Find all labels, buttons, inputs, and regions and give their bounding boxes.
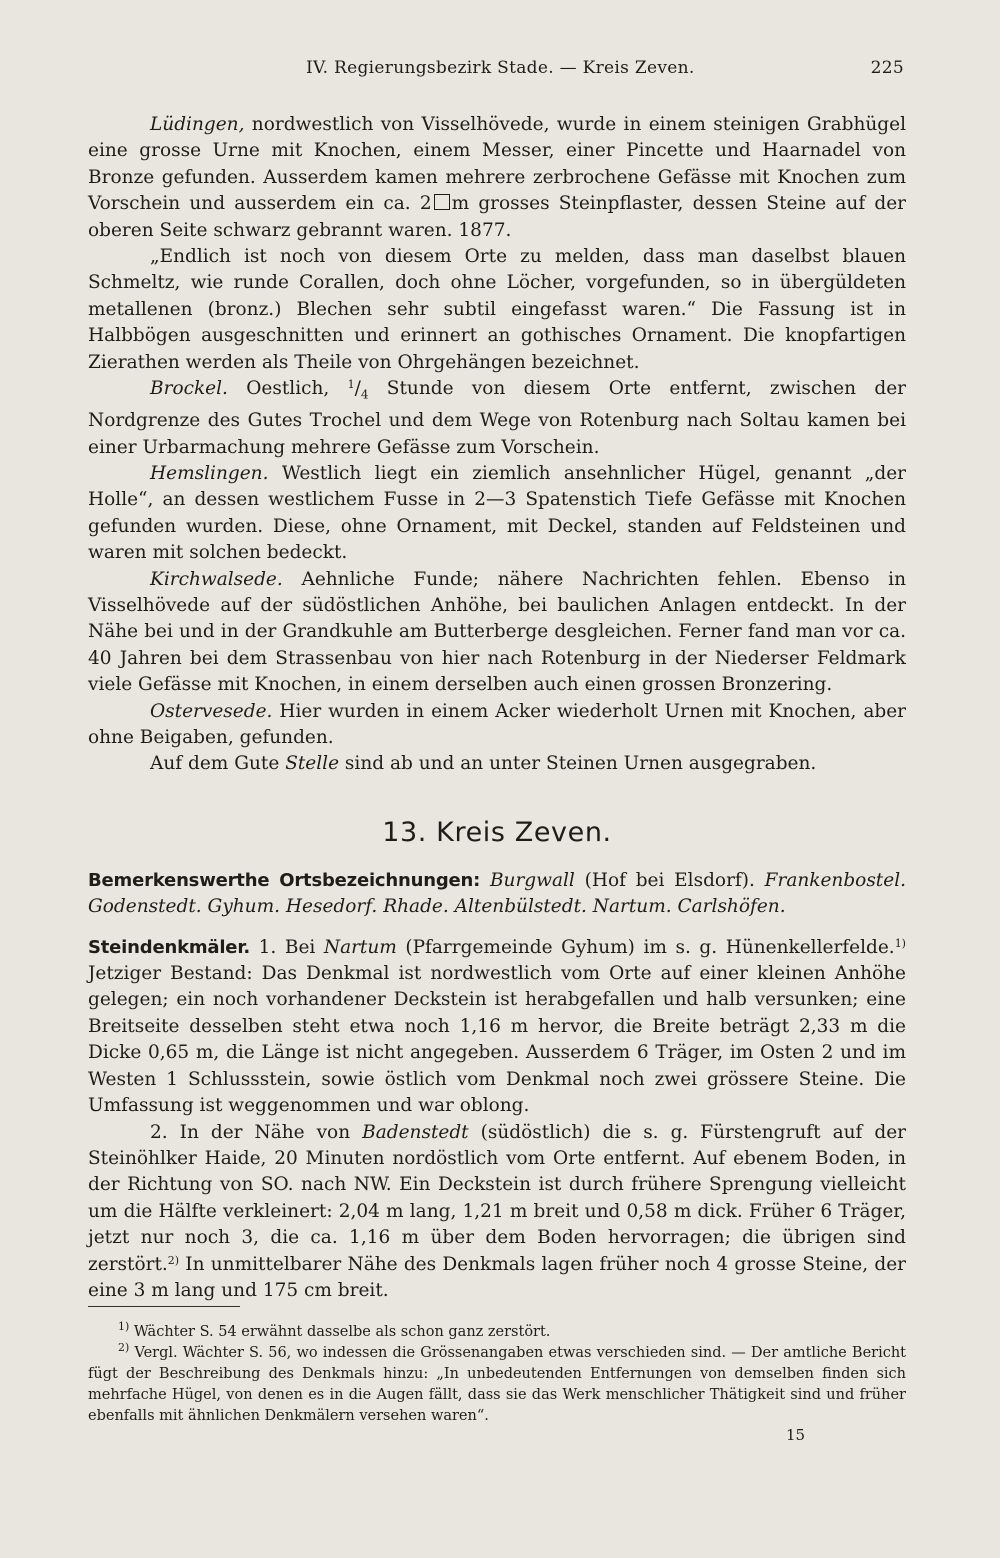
paragraph-ortsbezeichnungen: Bemerkenswerthe Ortsbezeichnungen: Burgwall (Hof bei Elsdorf). Frankenbostel. Godenstedt. Gyhum. Hesedorf. Rhade. Altenbülstedt. Nartum. Carlshöfen.: [88, 869, 906, 918]
fraction-denominator: 4: [360, 387, 369, 402]
place-name: Ostervesede.: [150, 700, 273, 722]
paragraph-kirchwalsede: Kirchwalsede. Aehnliche Funde; nähere Nachrichten fehlen. Ebenso in Visselhövede auf der südöstlichen Anhöhe, bei baulichen Anlagen entdeckt. In der Nähe bei und in der Grandkuhle am Butterberge desgleichen. Ferner fand man vor ca. 40 Jahren bei dem Strassenbau von hier nach Rotenburg in der Niederser Feldmark viele Gefässe mit Knochen, in einem derselben auch einen grossen Bronzering.: [88, 568, 906, 696]
sheet-signature: 15: [786, 1426, 806, 1444]
footnote-rule: [88, 1306, 240, 1307]
footnote-2: $^{2)}$ Vergl. Wächter S. 56, wo indessen die Grössenangaben etwas verschieden sind. — Der amtliche Bericht fügt der Beschreibung des Denkmals hinzu: „In unbedeutenden Entfernungen von demselben finden sich mehrfache Hügel, von denen es in die Augen fällt, dass sie das Werk menschlicher Thätigkeit sind und früher ebenfalls mit ähnlichen Denkmälern versehen waren“.: [88, 1341, 906, 1424]
paragraph-luedingen: Lüdingen, nordwestlich von Visselhövede, wurde in einem steinigen Grabhügel eine grosse Urne mit Knochen, einem Messer, einer Pincette und Haarnadel von Bronze gefunden. Ausserdem kamen mehrere zerbrochene Gefässe mit Knochen zum Vorschein und ausserdem ein ca. 2 m grosses Steinpflaster, dessen Steine auf der oberen Seite schwarz gebrannt waren. 1877.: [88, 114, 906, 241]
place-name: Kirchwalsede.: [150, 568, 283, 590]
paragraph-ostervesede: Ostervesede. Hier wurden in einem Acker wiederholt Urnen mit Knochen, aber ohne Beigaben, gefunden.: [88, 700, 906, 749]
section-heading: 13. Kreis Zeven.: [382, 816, 612, 848]
paragraph-hemslingen: Hemslingen. Westlich liegt ein ziemlich ansehnlicher Hügel, genannt „der Holle“, an dessen westlichem Fusse in 2—3 Spatenstich Tiefe Gefässe mit Knochen gefunden wurden. Diese, ohne Ornament, mit Deckel, standen auf Feldsteinen und waren mit solchen bedeckt.: [88, 462, 906, 564]
footnotes: [88, 1322, 906, 1427]
main-text: [88, 112, 906, 1304]
paragraph-quote: „Endlich ist noch von diesem Orte zu melden, dass man daselbst blauen Schmeltz, wie runde Corallen, doch ohne Löcher, vorgefunden, so in übergüldeten metallenen (bronz.) Blechen sehr subtil eingefasst waren.“ Die Fassung ist in Halbbögen ausgeschnitten und erinnert an gothisches Ornament. Die knopfartigen Zierathen werden als Theile von Ohrgehängen bezeichnet.: [88, 246, 906, 373]
paragraph-lead: Steindenkmäler.: [88, 936, 251, 958]
place-name: Stelle: [285, 753, 340, 775]
footnote-ref: 1): [894, 936, 906, 950]
paragraph-badenstedt: 2. In der Nähe von Badenstedt (südöstlich) die s. g. Fürstengruft auf der Steinöhlker Haide, 20 Minuten nordöstlich vom Orte entfernt. Auf ebenem Boden, in der Richtung von SO. nach NW. Ein Deckstein ist durch frühere Sprengung vielleicht um die Hälfte verkleinert: 2,04 m lang, 1,21 m breit und 0,58 m dick. Früher 6 Träger, jetzt nur noch 3, die ca. 1,16 m über dem Boden hervorragen; die übrigen sind zerstört.$^{2)}$ In unmittelbarer Nähe des Denkmals lagen früher noch 4 grosse Steine, der eine 3 m lang und 175 cm breit.: [88, 1121, 907, 1301]
paragraph-stelle: Auf dem Gute Stelle sind ab und an unter Steinen Urnen ausgegraben.: [150, 753, 817, 775]
place-name: Brockel.: [150, 378, 228, 400]
page-number: 225: [870, 58, 904, 78]
square-meter-icon: [434, 194, 450, 210]
footnote-1: $^{1)}$ Wächter S. 54 erwähnt dasselbe als schon ganz zerstört.: [118, 1320, 551, 1340]
place-name: Hemslingen.: [150, 462, 269, 484]
paragraph-lead: Bemerkenswerthe Ortsbezeichnungen:: [88, 869, 481, 891]
running-title: IV. Regierungsbezirk Stade. — Kreis Zeven.: [306, 58, 695, 78]
paragraph-steindenkmaeler: Steindenkmäler. 1. Bei Nartum (Pfarrgemeinde Gyhum) im s. g. Hünenkellerfelde.$^{1)}$ Jetziger Bestand: Das Denkmal ist nordwestlich vom Orte auf einer kleinen Anhöhe gelegen; ein noch vorhandener Deckstein ist herabgefallen und halb versunken; eine Breitseite desselben steht etwa noch 1,16 m hervor, die Breite beträgt 2,33 m die Dicke 0,65 m, die Länge ist nicht angegeben. Ausserdem 6 Träger, im Osten 2 und im Westen 1 Schlussstein, sowie östlich vom Denkmal noch zwei grössere Steine. Die Umfassung ist weggenommen und war oblong.: [88, 936, 906, 1117]
place-name: Lüdingen,: [150, 114, 245, 135]
fraction-numerator: 1: [347, 378, 355, 392]
footnote-ref: 2): [167, 1253, 180, 1267]
paragraph-brockel: Brockel. Oestlich, $^1/_4$ Stunde von diesem Orte entfernt, zwischen der Nordgrenze des Gutes Trochel und dem Wege von Rotenburg nach Soltau kamen bei einer Urbarmachung mehrere Gefässe zum Vorschein.: [88, 378, 906, 458]
